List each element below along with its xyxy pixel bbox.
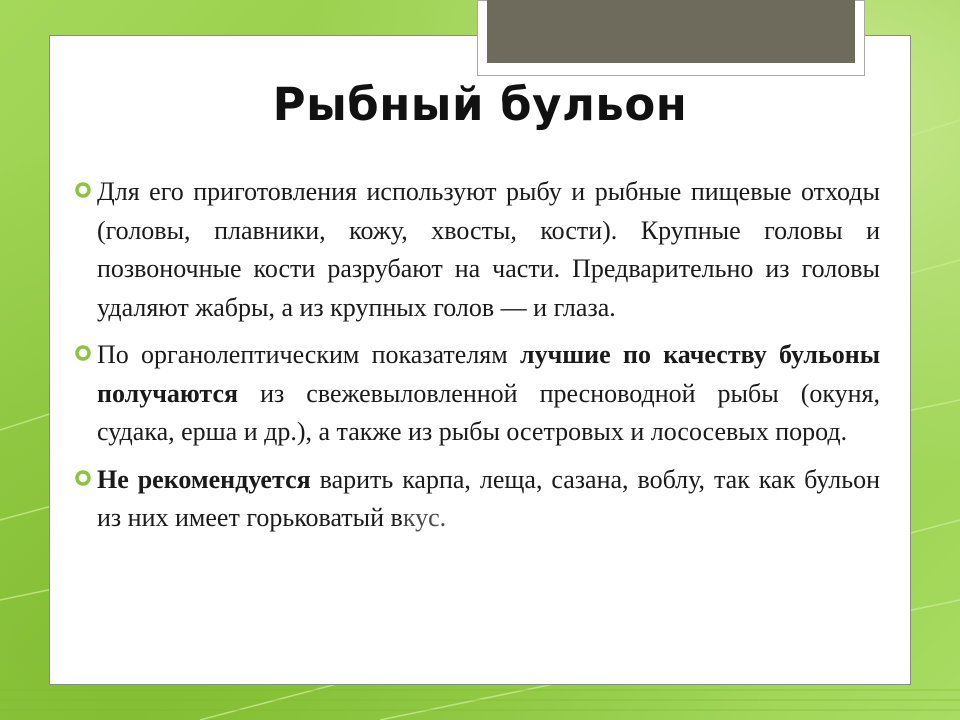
bullet-text-span: По органолептическим показателям	[97, 340, 520, 369]
bullet-text	[97, 461, 880, 538]
bullet-list	[74, 173, 880, 547]
bullet-emphasis: лучшие по качеству бульоны получаются	[97, 340, 880, 408]
list-item	[74, 173, 880, 327]
ring-bullet-icon	[74, 181, 92, 199]
bullet-text	[97, 336, 880, 452]
ring-bullet-icon	[74, 469, 92, 487]
list-item	[74, 461, 880, 538]
header-tab	[487, 0, 855, 63]
bullet-text-span: Для его приготовления используют рыбу и рыбные пищевые отходы (головы, плавники, кожу, хвосты, кости). Крупные головы и позвоночные кости разрубают на части. Предварительно из головы удаляют жабры, а из крупных голов — и глаза.	[97, 177, 880, 322]
bullet-text-span: кус.	[402, 503, 447, 532]
list-item	[74, 336, 880, 452]
bullet-text-span: из свежевыловленной пресноводной рыбы (окуня, судака, ерша и др.), а также из рыбы осетровых и лососевых пород.	[97, 378, 880, 446]
bullet-emphasis: Не рекомендуется	[97, 464, 311, 494]
slide-title: Рыбный бульон	[272, 78, 688, 131]
bullet-text	[97, 173, 880, 327]
bullet-text-span: варить карпа, леща, сазана, воблу, так как бульон из них имеет горьковатый в	[97, 464, 881, 532]
ring-bullet-icon	[74, 344, 92, 362]
